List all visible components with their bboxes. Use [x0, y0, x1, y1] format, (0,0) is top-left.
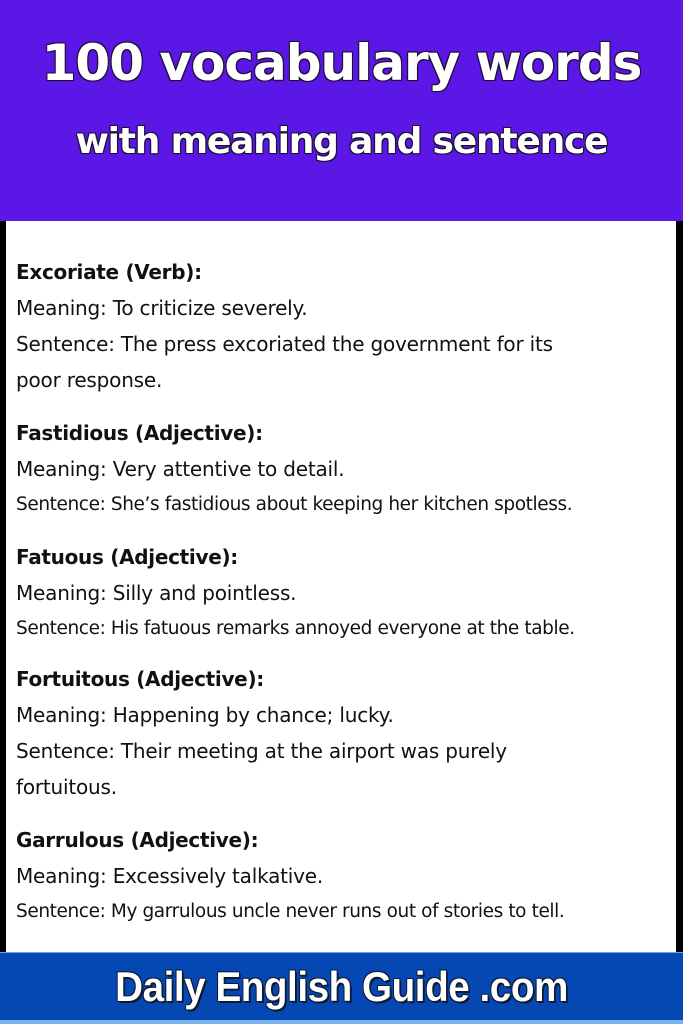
vocab-meaning: Meaning: Excessively talkative.: [16, 864, 324, 888]
vocab-sentence-continued: poor response.: [16, 368, 163, 392]
header-banner: [0, 0, 683, 221]
vocab-sentence: Sentence: His fatuous remarks annoyed everyone at the table.: [16, 618, 575, 639]
page-subtitle: with meaning and sentence: [75, 121, 608, 162]
vocab-entry-excoriate: [16, 254, 666, 398]
vocab-meaning: Meaning: Very attentive to detail.: [16, 457, 345, 481]
vocab-term: Fatuous (Adjective):: [16, 545, 238, 569]
vocab-sentence-continued: fortuitous.: [16, 775, 117, 799]
vocab-meaning: Meaning: Happening by chance; lucky.: [16, 703, 394, 727]
vocab-sentence: Sentence: She’s fastidious about keeping her kitchen spotless.: [16, 494, 573, 515]
vocab-entry-fortuitous: [16, 661, 666, 805]
vocab-term: Fortuitous (Adjective):: [16, 667, 264, 691]
vocab-term: Fastidious (Adjective):: [16, 421, 263, 445]
brand-name: Daily English Guide .com: [115, 963, 568, 1010]
vocab-term: Garrulous (Adjective):: [16, 828, 259, 852]
footer-banner: [0, 952, 683, 1021]
vocab-entry-fastidious: [16, 415, 666, 523]
vocab-sentence: Sentence: The press excoriated the government for its: [16, 332, 553, 356]
footer-bottom-strip: [0, 1020, 683, 1024]
page-title: 100 vocabulary words: [41, 34, 642, 92]
vocab-entry-garrulous: [16, 822, 666, 930]
vocab-meaning: Meaning: Silly and pointless.: [16, 581, 297, 605]
vocabulary-list: [6, 221, 676, 953]
vocab-sentence: Sentence: Their meeting at the airport was purely: [16, 739, 507, 763]
vocab-entry-fatuous: [16, 539, 666, 647]
vocab-term: Excoriate (Verb):: [16, 260, 202, 284]
vocab-meaning: Meaning: To criticize severely.: [16, 296, 308, 320]
vocab-sentence: Sentence: My garrulous uncle never runs out of stories to tell.: [16, 901, 565, 922]
